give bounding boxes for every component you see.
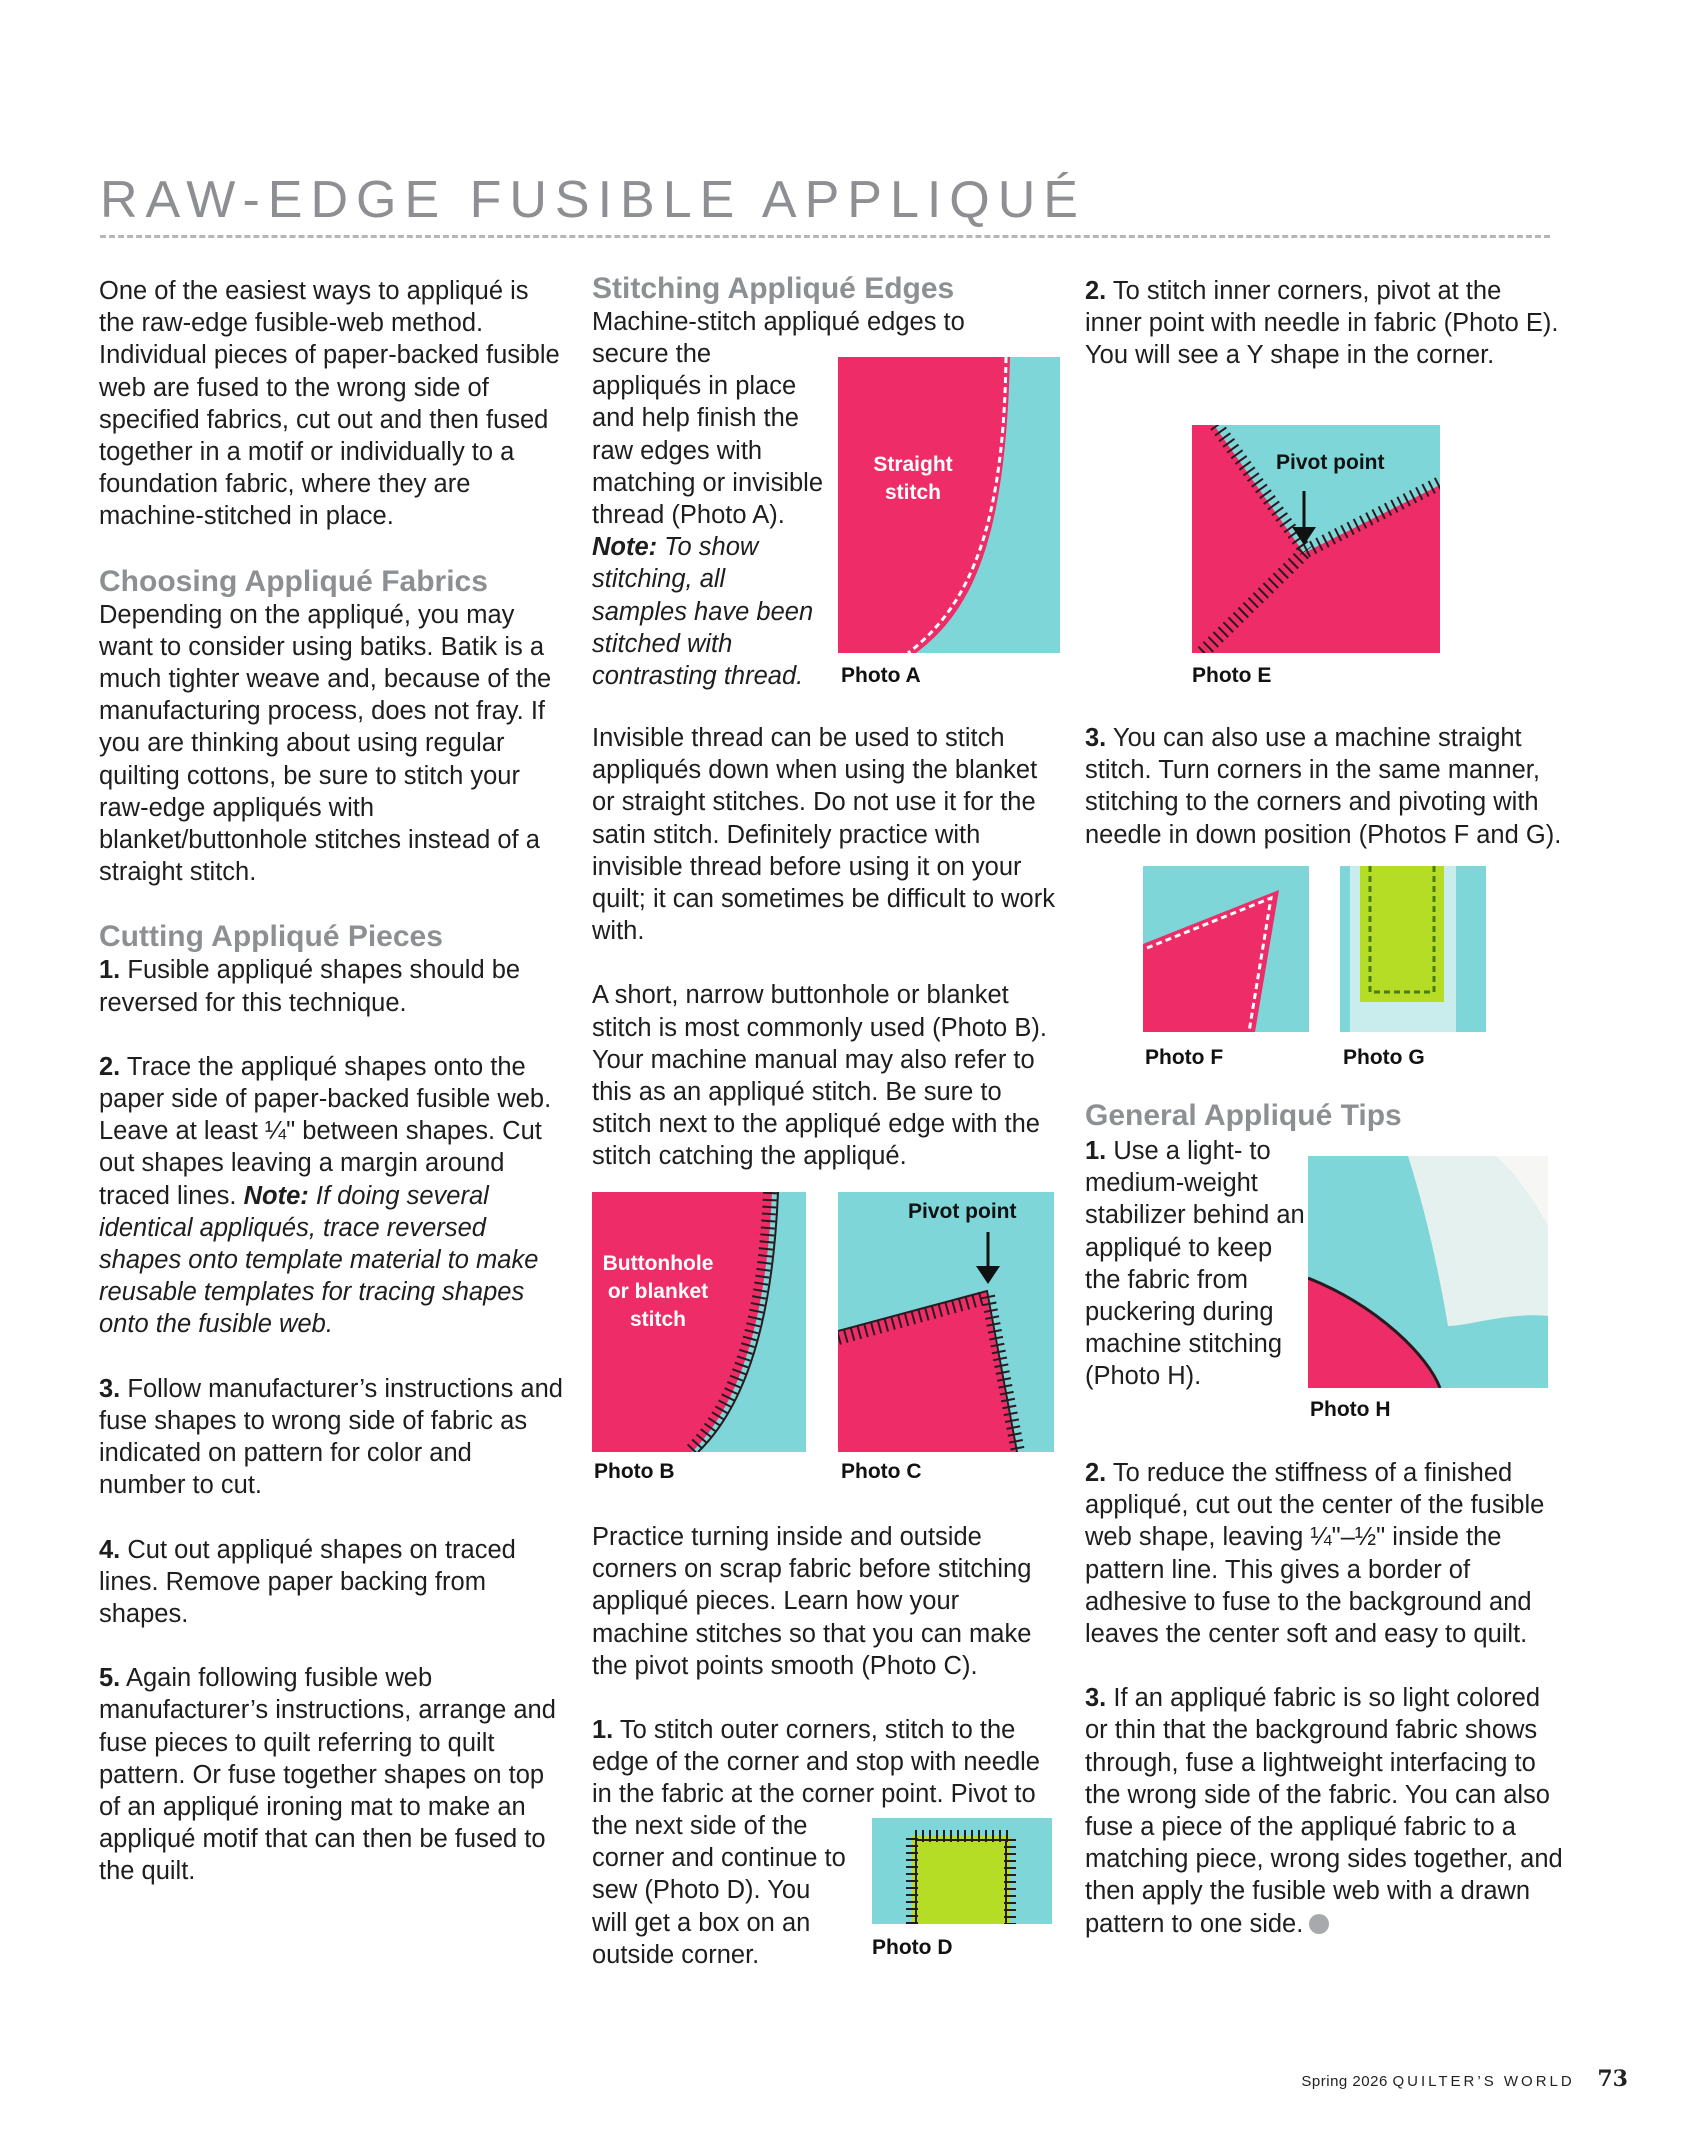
column-3-top [1085, 275, 1565, 372]
tip-2 [1085, 1457, 1565, 1650]
photo-g-caption: Photo G [1343, 1046, 1425, 1069]
page-number: 73 [1597, 2066, 1628, 2092]
step-text: To stitch inner corners, pivot at the inner point with needle in fabric (Photo E). You will see a Y shape in the corner. [1085, 277, 1559, 370]
issue-season: Spring 2026 [1301, 2073, 1388, 2090]
column-3-tip1 [1085, 1135, 1307, 1393]
step-number: 1. [1085, 1137, 1107, 1165]
photo-a-caption: Photo A [841, 664, 921, 687]
stitching-body: secure the appliqués in place and help finish the raw edges with matching or invisible thread (Photo A). [592, 340, 824, 530]
photo-e-label: Pivot point [1276, 451, 1385, 474]
step-text: Follow manufacturer’s instructions and fuse shapes to wrong side of fabric as indicated on pattern for color and number to cut. [99, 1374, 563, 1500]
inner-corners-paragraph [1085, 275, 1565, 372]
column-3-tips-head [1085, 1099, 1565, 1133]
column-3-mid [1085, 722, 1565, 851]
step-text: Fusible appliqué shapes should be reversed for this technique. [99, 956, 521, 1017]
heading-cutting-pieces: Cutting Appliqué Pieces [99, 920, 443, 954]
cutting-step-3 [99, 1373, 564, 1502]
photo-g [1340, 866, 1486, 1032]
photo-b [592, 1192, 806, 1452]
photo-a-label: Straight stitch [873, 453, 953, 504]
step-text: Again following fusible web manufacturer’s instructions, arrange and fuse pieces to quilt referring to quilt pattern. Or fuse together shapes on top of an appliqué ironing mat to make an appliqué motif that can then be fused to the quilt. [99, 1664, 556, 1886]
photo-c-caption: Photo C [841, 1460, 922, 1483]
photo-a [838, 357, 1060, 653]
photo-c-label: Pivot point [908, 1200, 1017, 1223]
photo-h-caption: Photo H [1310, 1398, 1391, 1421]
cutting-step-5 [99, 1662, 564, 1887]
magazine-name: QUILTER’S WORLD [1392, 2073, 1575, 2090]
buttonhole-paragraph: A short, narrow buttonhole or blanket stitch is most commonly used (Photo B). Your machine manual may also refer to this as an appliqué stitch. Be sure to stitch next to the appliqué edge with the stitch catching the appliqué. [592, 981, 1047, 1171]
photo-e [1192, 425, 1440, 653]
note-text: To show stitching, all samples have been stitched with contrasting thread. [592, 533, 814, 691]
step-text: To reduce the stiffness of a finished appliqué, cut out the center of the fusible web shape, leaving ¼"–½" inside the pattern line. This gives a border of adhesive to fuse to the background and leaves the center soft and easy to quilt. [1085, 1459, 1545, 1649]
heading-stitching-edges: Stitching Appliqué Edges [592, 272, 955, 305]
column-1 [99, 275, 564, 1888]
straight-stitch-paragraph [1085, 722, 1565, 851]
photo-e-caption: Photo E [1192, 664, 1272, 687]
practice-paragraph: Practice turning inside and outside corners on scrap fabric before stitching appliqué pieces. Learn how your machine stitches so that you can make the pivot points smooth (Photo C). [592, 1523, 1032, 1680]
photo-h [1308, 1156, 1548, 1388]
step-number: 1. [592, 1716, 614, 1745]
step-number: 2. [1085, 277, 1107, 305]
step-number: 5. [99, 1664, 121, 1693]
page-footer [1301, 2066, 1628, 2092]
note-text: If doing several identical appliqués, trace reversed shapes onto template material to make reusable templates for tracing shapes onto the fusible web. [99, 1181, 539, 1339]
step-number: 3. [1085, 724, 1107, 752]
step-text: If an appliqué fabric is so light colored or thin that the background fabric shows through, fuse a lightweight interfacing to the wrong side of the fabric. You can also fuse a piece of the appliqué fabric to a matching piece, wrong sides together, and then apply the fusible web with a drawn pattern to one side. [1085, 1684, 1563, 1938]
choosing-paragraph: Depending on the appliqué, you may want to consider using batiks. Batik is a much tighter weave and, because of the manufacturing process, does not fray. If you are thinking about using regular quilting cottons, be sure to stitch your raw-edge appliqués with blanket/buttonhole stitches instead of a straight stitch. [99, 600, 552, 887]
step-text: Trace the appliqué shapes onto the paper side of paper-backed fusible web. Leave at least ¼" between shapes. Cut out shapes leaving a margin around traced lines. [99, 1052, 552, 1210]
tip-1 [1085, 1135, 1307, 1393]
step-number: 3. [1085, 1684, 1107, 1713]
photo-f-caption: Photo F [1145, 1046, 1224, 1069]
column-3-tips-rest [1085, 1457, 1565, 1940]
tip-3 [1085, 1682, 1565, 1940]
title-divider [100, 235, 1550, 238]
step-text: You can also use a machine straight stitch. Turn corners in the same manner, stitching to the corners and pivoting with needle in down position (Photos F and G). [1085, 724, 1562, 849]
photo-d-caption: Photo D [872, 1936, 953, 1959]
photo-f [1143, 866, 1309, 1032]
column-2-outer-wrap [592, 1810, 852, 1971]
intro-paragraph: One of the easiest ways to appliqué is the raw-edge fusible-web method. Individual pieces of paper-backed fusible web are fused to the wrong side of specified fabrics, cut out and then fused together in a motif or individually to a foundation fabric, where they are machine-stitched in place. [99, 277, 560, 531]
step-number: 4. [99, 1535, 121, 1564]
column-2-top [592, 272, 1062, 338]
step-text: Use a light- to medium-weight stabilizer behind an appliqué to keep the fabric from puckering during machine stitching (Photo H). [1085, 1137, 1305, 1391]
cutting-step-4 [99, 1534, 564, 1631]
invisible-thread-paragraph: Invisible thread can be used to stitch appliqués down when using the blanket or straight stitches. Do not use it for the satin stitch. Definitely practice with invisible thread before using it on your quilt; it can sometimes be difficult to work with. [592, 724, 1055, 946]
photo-c [838, 1192, 1054, 1452]
note-label: Note: [243, 1181, 309, 1210]
column-2-mid [592, 722, 1062, 1173]
photo-b-label: Buttonhole or blanket stitch [602, 1252, 714, 1331]
outer-corners-body: the next side of the corner and continue to sew (Photo D). You will get a box on an outside corner. [592, 1812, 846, 1969]
stitching-paragraph [592, 338, 824, 692]
end-mark-icon [1309, 1914, 1329, 1934]
stitching-lead: Machine-stitch appliqué edges to [592, 308, 965, 336]
column-2-lower [592, 1521, 1062, 1811]
outer-corners-lead [592, 1714, 1062, 1811]
step-number: 3. [99, 1374, 121, 1403]
note-label: Note: [592, 533, 658, 562]
page-title: RAW-EDGE FUSIBLE APPLIQUÉ [100, 171, 1086, 229]
step-number: 2. [99, 1052, 121, 1081]
photo-b-caption: Photo B [594, 1460, 675, 1483]
step-text: Cut out appliqué shapes on traced lines. Remove paper backing from shapes. [99, 1535, 516, 1628]
heading-choosing-fabrics: Choosing Appliqué Fabrics [99, 564, 488, 598]
photo-d [872, 1818, 1052, 1924]
cutting-step-1 [99, 954, 564, 1018]
step-number: 2. [1085, 1459, 1107, 1487]
step-text: To stitch outer corners, stitch to the edge of the corner and stop with needle in the fabric at the corner point. Pivot to [592, 1716, 1040, 1809]
step-number: 1. [99, 956, 121, 985]
cutting-step-2 [99, 1051, 564, 1341]
column-2-wrap [592, 338, 824, 692]
heading-general-tips: General Appliqué Tips [1085, 1099, 1402, 1132]
